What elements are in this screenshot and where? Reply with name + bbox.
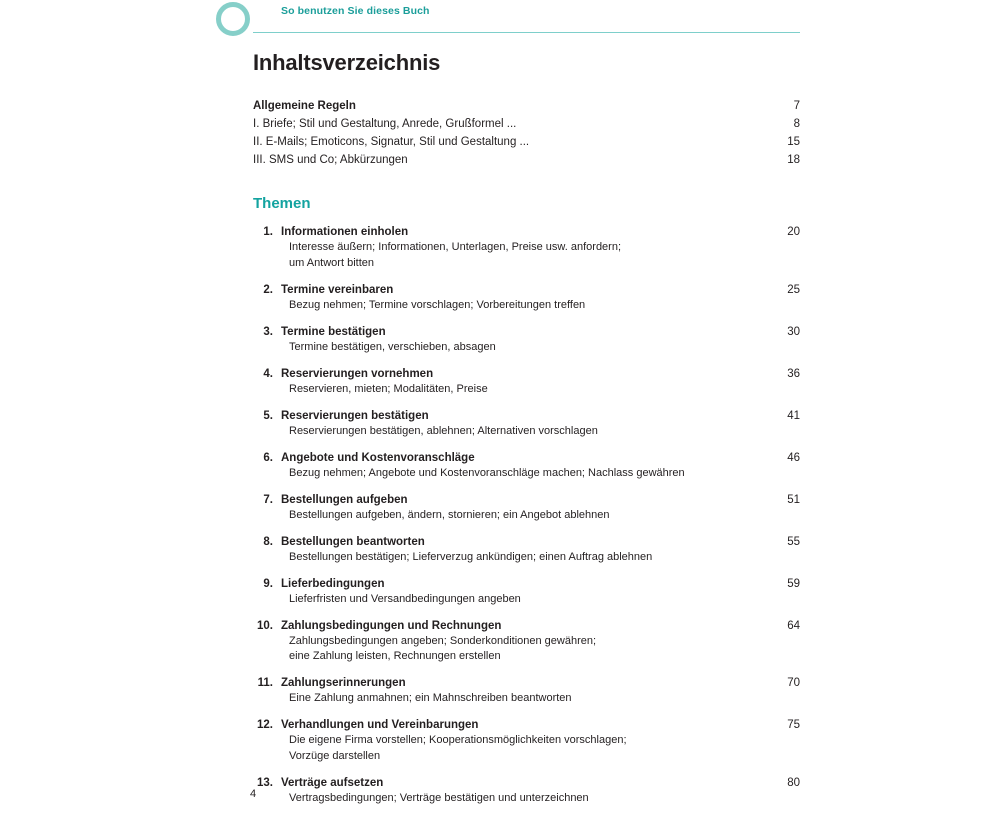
chapter-number: 10. — [257, 619, 273, 632]
chapter-title: Lieferbedingungen — [281, 577, 385, 590]
chapter-subtitle-line: Termine bestätigen, verschieben, absagen — [289, 340, 496, 353]
chapter-page: 36 — [787, 367, 800, 380]
chapter-page: 30 — [787, 325, 800, 338]
running-head-label: So benutzen Sie dieses Buch — [281, 5, 430, 17]
chapter-subtitle — [289, 592, 759, 608]
chapter-subtitle-line: Bestellungen bestätigen; Lieferverzug ankündigen; einen Auftrag ablehnen — [289, 550, 653, 563]
chapter-title: Termine bestätigen — [281, 325, 386, 338]
chapter-title: Bestellungen beantworten — [281, 535, 425, 548]
chapter-subtitle-line: Reservierungen bestätigen, ablehnen; Alternativen vorschlagen — [289, 424, 598, 437]
chapter-page: 75 — [787, 719, 800, 731]
chapter-subtitle — [289, 550, 759, 566]
toc-entry-general-rules[interactable] — [253, 98, 800, 115]
chapter-subtitle-line: eine Zahlung leisten, Rechnungen erstellen — [289, 650, 501, 662]
chapter-page: 80 — [787, 776, 800, 789]
chapter-subtitle-line: Zahlungsbedingungen angeben; Sonderkonditionen gewähren; — [289, 634, 597, 647]
chapter-main-row — [253, 410, 800, 422]
page-header — [0, 0, 1000, 44]
chapter-number: 6. — [263, 451, 273, 464]
chapter-subtitle-line: Vertragsbedingungen; Verträge bestätigen und unterzeichnen — [289, 791, 589, 804]
chapter-subtitle-line: um Antwort bitten — [289, 256, 374, 269]
chapter-subtitle — [289, 240, 759, 271]
toc-chapter-5[interactable] — [253, 410, 800, 440]
toc-chapter-8[interactable] — [253, 536, 800, 566]
header-divider — [253, 32, 800, 33]
chapter-main-row — [253, 620, 800, 632]
chapter-title: Angebote und Kostenvoranschläge — [281, 451, 475, 464]
chapter-page: 51 — [787, 493, 800, 506]
chapter-page: 70 — [787, 677, 800, 689]
chapter-subtitle-line: Bezug nehmen; Angebote und Kostenvoranschläge machen; Nachlass gewähren — [289, 466, 685, 479]
chapter-list — [253, 226, 800, 806]
chapter-title: Verhandlungen und Vereinbarungen — [281, 719, 479, 731]
toc-chapter-9[interactable] — [253, 578, 800, 608]
chapter-page: 46 — [787, 451, 800, 464]
chapter-page: 55 — [787, 535, 800, 548]
chapter-subtitle-line: Interesse äußern; Informationen, Unterlagen, Preise usw. anfordern; — [289, 241, 622, 253]
chapter-number: 3. — [263, 325, 273, 338]
chapter-page: 59 — [787, 577, 800, 590]
chapter-subtitle — [289, 634, 759, 665]
chapter-main-row — [253, 677, 800, 689]
chapter-number: 4. — [263, 367, 273, 380]
chapter-title: Informationen einholen — [281, 226, 409, 238]
toc-content — [253, 50, 800, 819]
chapter-number: 12. — [257, 719, 273, 731]
toc-chapter-11[interactable] — [253, 677, 800, 707]
section-heading-themen: Themen — [253, 195, 311, 212]
chapter-main-row — [253, 578, 800, 590]
chapter-subtitle-line: Bestellungen aufgeben, ändern, stornieren; ein Angebot ablehnen — [289, 508, 610, 521]
toc-entry-rules-3[interactable] — [253, 152, 800, 169]
chapter-subtitle-line: Lieferfristen und Versandbedingungen angeben — [289, 592, 521, 605]
chapter-subtitle — [289, 340, 759, 356]
entry-page: 7 — [793, 100, 800, 112]
chapter-title: Bestellungen aufgeben — [281, 493, 408, 506]
chapter-subtitle — [289, 466, 759, 482]
chapter-title: Reservierungen bestätigen — [281, 409, 429, 422]
chapter-subtitle — [289, 424, 759, 440]
toc-chapter-3[interactable] — [253, 326, 800, 356]
entry-label: II. E-Mails; Emoticons, Signatur, Stil und Gestaltung ... — [253, 136, 530, 148]
toc-entry-rules-1[interactable] — [253, 116, 800, 133]
chapter-title: Termine vereinbaren — [281, 283, 394, 296]
toc-chapter-6[interactable] — [253, 452, 800, 482]
entry-label: Allgemeine Regeln — [253, 100, 356, 112]
chapter-main-row — [253, 368, 800, 380]
entry-page: 8 — [793, 118, 800, 130]
chapter-title: Zahlungserinnerungen — [281, 677, 406, 689]
chapter-subtitle — [289, 733, 759, 764]
decorative-circle-icon — [216, 2, 250, 36]
chapter-subtitle-line: Die eigene Firma vorstellen; Kooperationsmöglichkeiten vorschlagen; — [289, 734, 627, 746]
chapter-main-row — [253, 326, 800, 338]
toc-chapter-13[interactable] — [253, 777, 800, 807]
chapter-main-row — [253, 494, 800, 506]
entry-label: I. Briefe; Stil und Gestaltung, Anrede, Grußformel ... — [253, 118, 517, 130]
general-rules-section — [253, 98, 800, 169]
chapter-main-row — [253, 452, 800, 464]
chapter-subtitle-line: Eine Zahlung anmahnen; ein Mahnschreiben beantworten — [289, 692, 572, 704]
chapter-number: 13. — [257, 776, 273, 789]
toc-entry-rules-2[interactable] — [253, 134, 800, 151]
entry-page: 18 — [787, 154, 800, 166]
chapter-number: 8. — [263, 535, 273, 548]
chapter-subtitle — [289, 382, 759, 398]
chapter-number: 11. — [257, 677, 273, 689]
toc-chapter-4[interactable] — [253, 368, 800, 398]
chapter-subtitle — [289, 791, 759, 807]
chapter-page: 20 — [787, 226, 800, 238]
chapter-main-row — [253, 536, 800, 548]
chapter-subtitle — [289, 298, 759, 314]
toc-chapter-12[interactable] — [253, 719, 800, 764]
chapter-title: Verträge aufsetzen — [281, 776, 384, 789]
chapter-number: 5. — [263, 409, 273, 422]
toc-chapter-7[interactable] — [253, 494, 800, 524]
page-title: Inhaltsverzeichnis — [253, 50, 441, 75]
toc-chapter-1[interactable] — [253, 226, 800, 271]
chapter-subtitle-line: Bezug nehmen; Termine vorschlagen; Vorbereitungen treffen — [289, 298, 586, 311]
toc-chapter-2[interactable] — [253, 284, 800, 314]
chapter-page: 25 — [787, 283, 800, 296]
chapter-number: 1. — [263, 226, 273, 238]
chapter-page: 64 — [787, 619, 800, 632]
page-number: 4 — [250, 788, 257, 800]
chapter-subtitle — [289, 508, 759, 524]
chapter-number: 2. — [263, 283, 273, 296]
chapter-subtitle-line: Vorzüge darstellen — [289, 749, 381, 762]
chapter-page: 41 — [787, 409, 800, 422]
chapter-title: Reservierungen vornehmen — [281, 367, 434, 380]
toc-chapter-10[interactable] — [253, 620, 800, 665]
chapter-main-row — [253, 719, 800, 731]
chapter-subtitle-line: Reservieren, mieten; Modalitäten, Preise — [289, 382, 488, 395]
chapter-main-row — [253, 226, 800, 238]
chapter-main-row — [253, 777, 800, 789]
chapter-subtitle — [289, 691, 759, 707]
chapter-main-row — [253, 284, 800, 296]
chapter-title: Zahlungsbedingungen und Rechnungen — [281, 619, 502, 632]
chapter-number: 9. — [263, 577, 273, 590]
entry-label: III. SMS und Co; Abkürzungen — [253, 154, 408, 166]
chapter-number: 7. — [263, 493, 273, 506]
entry-page: 15 — [787, 136, 800, 148]
